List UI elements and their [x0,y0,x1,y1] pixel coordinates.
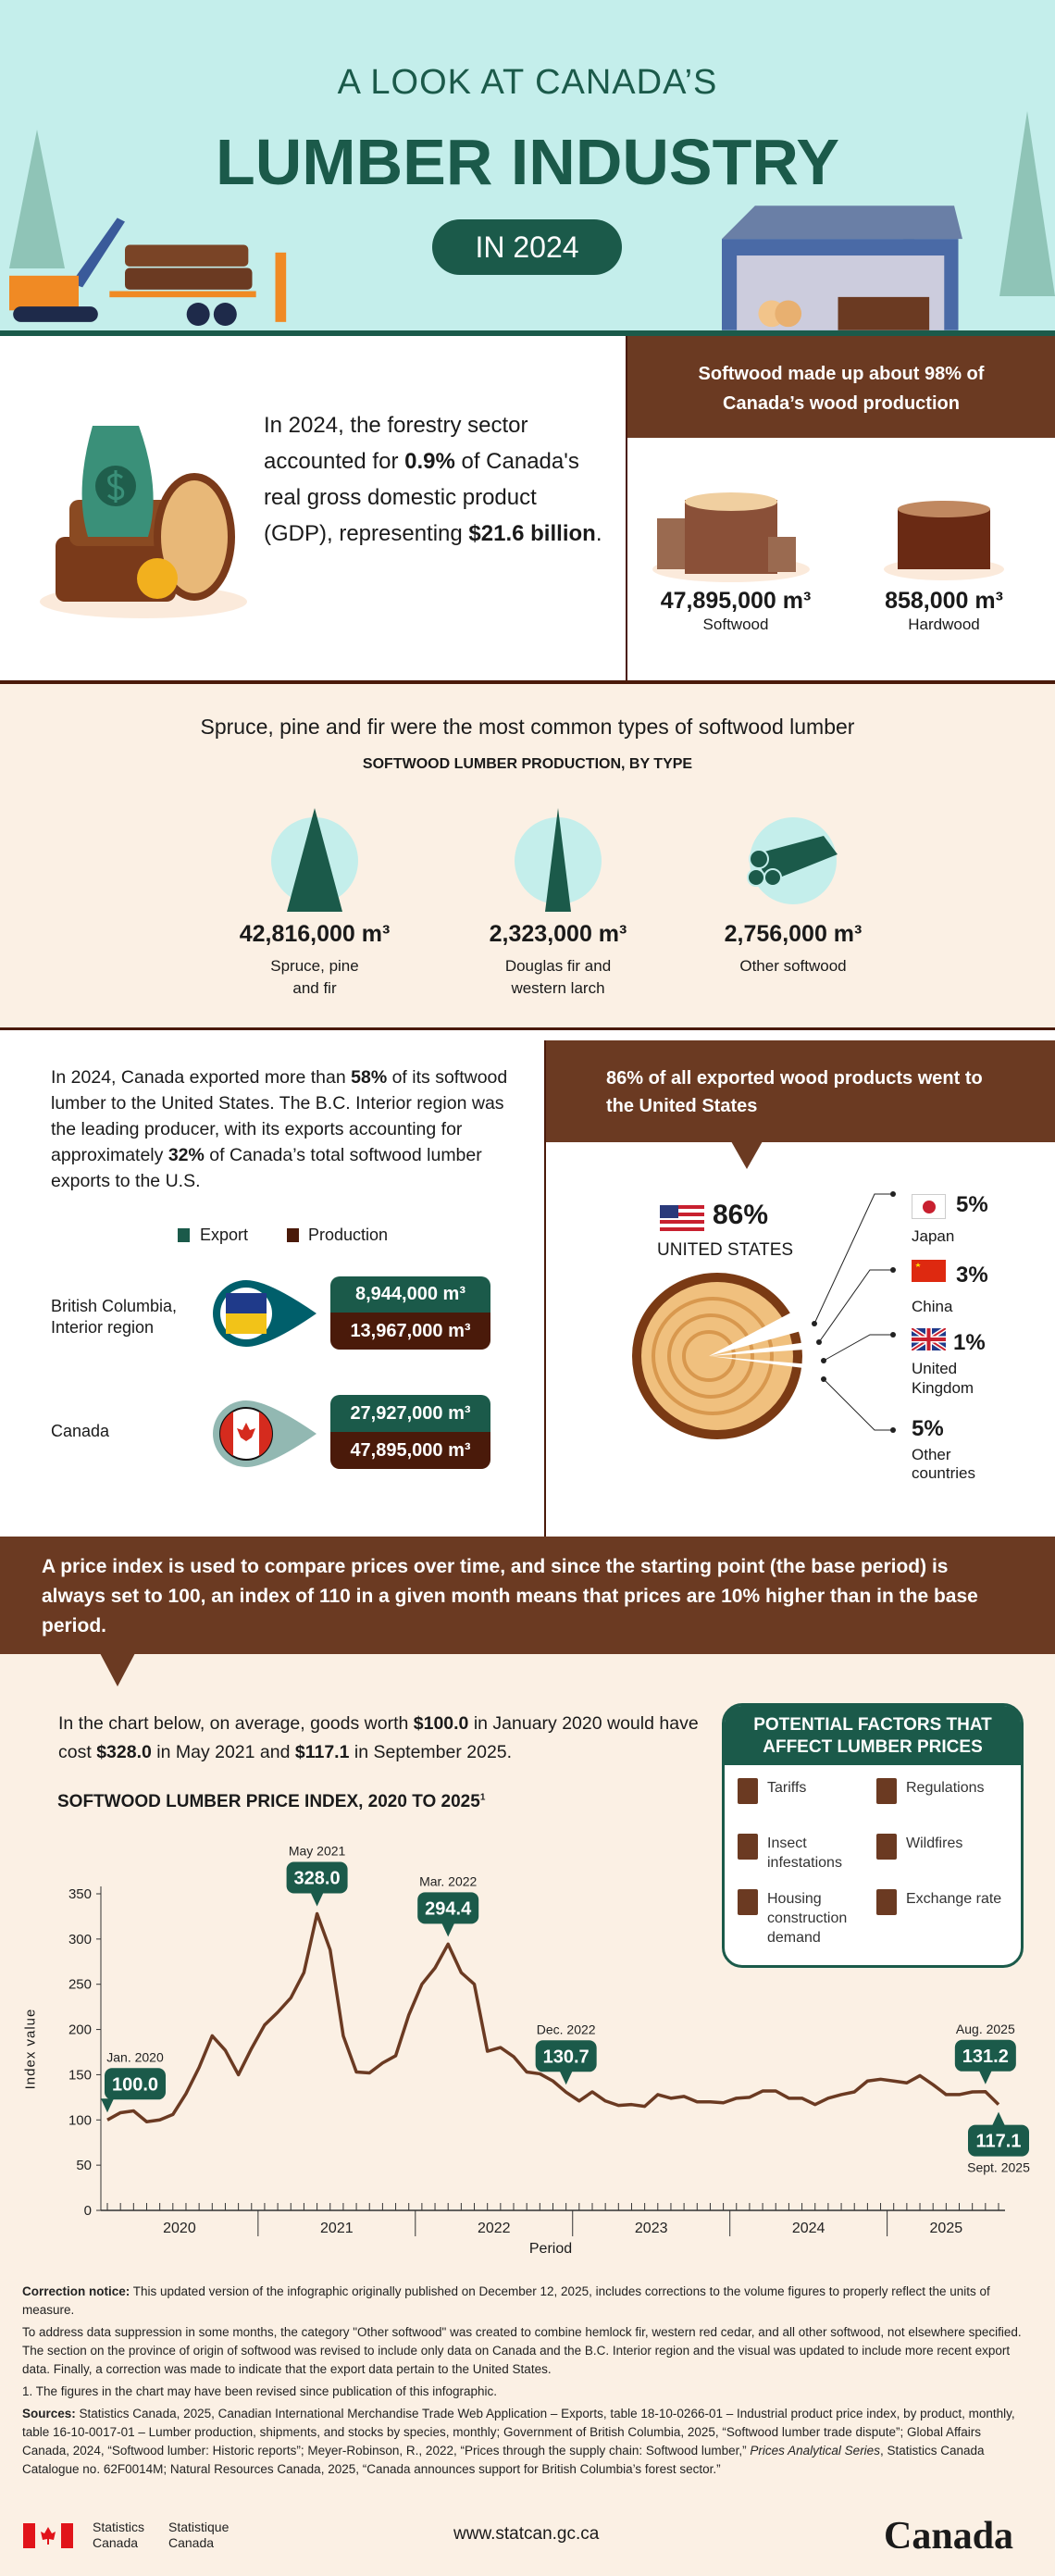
chart-title [57,1792,485,1812]
y-tick-label: 150 [68,2067,92,2084]
bc-row-label [51,1296,177,1338]
annotation-date: Dec. 2022 [536,2022,596,2037]
label-line: Other [912,1446,951,1463]
sources [22,2405,1031,2479]
correction-text: This updated version of the infographic originally published on December 12, 2025, includes corrections to the volume figures to properly reflect the units of measure. [22,2284,990,2317]
sources-label: Sources: [22,2407,76,2420]
logs-icon [750,817,837,904]
hardwood-label: Hardwood [908,616,980,633]
gdp-pct: 0.9% [404,449,455,474]
uk-label [912,1359,974,1398]
annotation-value: 100.0 [111,2074,159,2096]
hardwood-stump-icon [884,500,1004,583]
label-line: Spruce, pine [270,957,359,975]
chart-title-footnote: 1 [479,1792,486,1803]
hardwood-volume: 858,000 m³ [885,588,1003,614]
y-axis-label: Index value [22,2008,39,2090]
japan-flag-icon [912,1194,946,1219]
statcan-fr [168,2520,229,2551]
annotation-value: 294.4 [425,1898,472,1920]
factor-item [876,1778,1015,1824]
y-tick-label: 100 [68,2112,92,2129]
x-axis-label: Period [528,2241,573,2257]
canada-flag-icon [23,2523,73,2548]
intro-part: in May 2021 and [151,1742,295,1762]
china-label: China [912,1298,953,1315]
softwood-volume: 47,895,000 m³ [660,588,812,614]
factor-label: Regulations [906,1780,985,1796]
uk-pct: 1% [953,1330,986,1355]
label-line: Interior region [51,1318,155,1337]
legend-export-swatch [178,1228,190,1242]
price-index-line [107,1913,999,2122]
legend-export-label: Export [200,1226,249,1244]
uk-flag-icon [912,1328,946,1350]
other-label [691,955,895,977]
title-line-2: LUMBER INDUSTRY [215,126,840,198]
y-tick-label: 50 [76,2158,92,2174]
lumber-shed-icon [722,205,962,330]
canada-wordmark: Canada [884,2515,1014,2557]
bc-export-value: 8,944,000 m³ [330,1276,490,1313]
us-flag-icon [660,1205,704,1233]
y-tick-label: 350 [68,1886,92,1902]
factor-label: Wildfires [906,1836,963,1851]
annotation-value: 130.7 [542,2047,590,2068]
label-line: Other softwood [739,957,847,975]
factor-label: Housing construction demand [767,1891,848,1946]
gdp-text-part: In 2024, the forestry sector accounted for [264,413,528,474]
gdp-amount: $21.6 billion [468,521,596,546]
annotation-pointer [979,2071,992,2084]
douglas-volume: 2,323,000 m³ [489,921,627,947]
annotation-date: Aug. 2025 [955,2021,1015,2036]
factor-label: Insect infestations [767,1836,842,1871]
spruce-label [213,955,416,1000]
wood-production-title: Softwood made up about 98% of Canada’s wood production [627,336,1055,438]
logging-truck-icon [9,205,287,330]
spruce-volume: 42,816,000 m³ [239,921,391,947]
intro-part: In the chart below, on average, goods worth [58,1713,414,1734]
other-volume: 2,756,000 m³ [724,921,863,947]
y-tick-label: 250 [68,1976,92,1993]
exports-text-part: In 2024, Canada exported more than [51,1067,352,1088]
clipboard-check-icon [876,1778,897,1804]
label-line: Kingdom [912,1379,974,1397]
canada-row-label: Canada [51,1422,110,1440]
annotation-value: 131.2 [962,2046,1009,2067]
canada-production-value: 47,895,000 m³ [330,1432,490,1469]
x-year-label: 2025 [929,2221,963,2236]
factor-item [738,1778,876,1824]
annotation-date: Sept. 2025 [967,2159,1030,2175]
annotation-value: 328.0 [293,1868,341,1889]
softwood-types-headline: Spruce, pine and fir were the most common types of softwood lumber [200,715,855,739]
destinations-title: 86% of all exported wood products went to the United States [546,1040,1055,1142]
y-tick-label: 300 [68,1931,92,1948]
x-year-label: 2022 [477,2221,511,2236]
annotation-pointer [441,1923,454,1936]
leader-lines [810,1185,902,1472]
sources-italic: Prices Analytical Series [750,2444,880,2458]
notes [22,2283,1031,2479]
intro-part: in September 2025. [349,1742,513,1762]
annotation-date: Mar. 2022 [419,1873,478,1889]
price-index-note: A price index is used to compare prices over time, and since the starting point (the base period) is always set to 100, an index of 110 in a given month means that prices are 10% higher than in the base period. [0,1537,1055,1654]
annotation-pointer [311,1892,324,1906]
annotation-date: Jan. 2020 [106,2049,164,2065]
statcan-en [93,2520,144,2551]
annotation-value: 117.1 [975,2131,1022,2152]
us-pct: 86% [713,1200,769,1230]
x-year-label: 2024 [791,2221,825,2236]
annotation-pointer [101,2098,114,2112]
annotation-pointer [992,2112,1005,2126]
japan-label: Japan [912,1227,955,1245]
softwood-types-subtitle: SOFTWOOD LUMBER PRODUCTION, BY TYPE [362,756,693,772]
other-countries-label [912,1446,975,1483]
gdp-text [264,407,606,552]
japan-pct: 5% [956,1192,988,1217]
y-tick-label: 200 [68,2022,92,2038]
canada-flag-pin-icon [213,1400,319,1467]
sources-text: Statistics Canada, 2025, Canadian International Merchandise Trade Web Application – Exports, table 18-10-0266-01 – Industrial product price index, by product, monthly, table 16-10-0017-01 – Lumber production, shipments, and stocks by species, monthly; Government of British Columbia, 2025, “Softwood lumber trade dispute”; Global Affairs Canada, 2024, “Softwood lumber: Historic reports”; Meyer-Robinson, R., 2022, “Prices through the supply chain: Softwood lumber,” [22,2407,1015,2458]
intro-value: $117.1 [294,1742,350,1762]
other-countries-pct: 5% [912,1416,944,1441]
us-label: UNITED STATES [657,1240,794,1260]
money-bag-logs-icon [37,398,259,620]
suppression-note: To address data suppression in some months, the category "Other softwood" was created to combine hemlock fir, western red cedar, and all other softwood, not elsewhere specified. The section on the province of origin of softwood was revised to include only data on Canada and the B.C. Interior region and the visual was updated to include more recent export data. Finally, a correction was made to indicate that the export data pertain to the United States. [22,2325,1022,2376]
china-flag-icon [912,1260,946,1282]
website-link[interactable]: www.statcan.gc.ca [453,2524,600,2544]
x-year-label: 2020 [163,2221,196,2236]
bc-flag-pin-icon [213,1280,319,1347]
chart-intro [58,1710,706,1767]
canada-export-value: 27,927,000 m³ [330,1395,490,1432]
y-tick-label: 0 [83,2203,92,2219]
header-banner [0,0,1055,330]
factors-title: POTENTIAL FACTORS THAT AFFECT LUMBER PRICES [725,1706,1021,1765]
exports-text-part: of Canada’s total softwood lumber exports to the U.S. [51,1145,482,1191]
annotation-date: May 2021 [288,1843,346,1859]
divider [0,1027,1055,1030]
exports-text [51,1064,532,1194]
gdp-text-part: of Canada's real gross domestic product (GDP), representing [264,449,579,546]
gdp-text-part: . [595,521,602,546]
x-year-label: 2023 [634,2221,668,2236]
label-line: Statistique [168,2520,230,2534]
callout-pointer [100,1653,135,1686]
factor-label: Tariffs [767,1780,807,1796]
sources-text: , Statistics Canada Catalogue no. 62F0014M; Natural Resources Canada, 2025, “Canada announces support for British Columbia’s forest sector.” [22,2444,985,2476]
douglas-label [456,955,660,1000]
callout-pointer [731,1141,763,1169]
label-line: British Columbia, [51,1297,178,1315]
title-line-1: A LOOK AT CANADA’S [337,63,718,102]
exports-text-part: of its softwood lumber to the United States. The B.C. Interior region was the leading producer, with its exports accounting for approximately [51,1067,508,1165]
intro-value: $328.0 [96,1742,152,1762]
label-line: United [912,1360,958,1377]
tariff-receipt-icon [738,1778,758,1804]
exports-pct: 58% [351,1067,388,1088]
label-line: Douglas fir and [504,957,612,975]
label-line: countries [912,1464,975,1482]
softwood-label: Softwood [702,616,769,633]
china-pct: 3% [956,1263,988,1288]
spruce-tree-icon [271,817,358,904]
label-line: and fir [292,979,337,997]
correction-notice [22,2283,1031,2320]
chart-title-text: SOFTWOOD LUMBER PRICE INDEX, 2020 TO 2025 [57,1792,480,1811]
year-pill: IN 2024 [432,219,622,275]
legend-production-swatch [287,1228,299,1242]
correction-label: Correction notice: [22,2284,130,2298]
annotation-pointer [560,2071,573,2084]
label-line: Canada [168,2535,215,2550]
factor-label: Exchange rate [906,1891,1002,1907]
price-index-chart [0,1828,1055,2240]
legend-production-label: Production [308,1226,389,1244]
chart-footnote: 1. The figures in the chart may have been revised since publication of this infographic. [22,2384,498,2398]
douglas-fir-icon [515,817,602,904]
softwood-stump-icon [648,491,814,583]
x-year-label: 2021 [320,2221,354,2236]
bc-share-pct: 32% [168,1145,205,1165]
label-line: western larch [511,979,605,997]
label-line: Canada [93,2535,139,2550]
bc-production-value: 13,967,000 m³ [330,1313,490,1350]
intro-value: $100.0 [413,1713,469,1734]
label-line: Statistics [93,2520,145,2534]
intro-part: in January 2020 would have cost [58,1713,699,1762]
